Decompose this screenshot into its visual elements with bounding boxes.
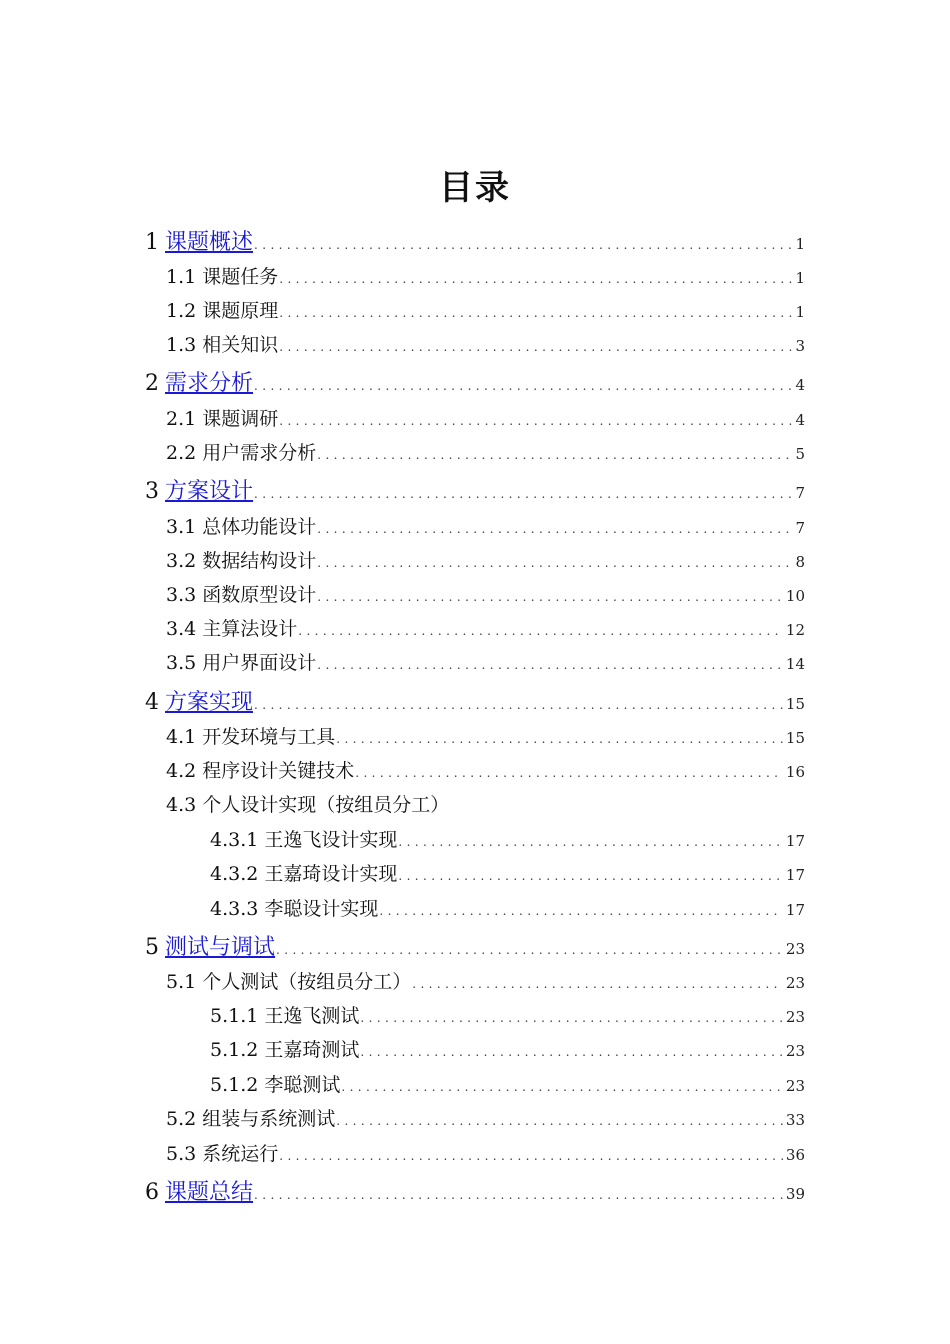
toc-entry-text: 相关知识 (202, 334, 279, 356)
toc-entry (166, 756, 805, 783)
toc-entry-page: 23 (785, 1077, 805, 1095)
toc-entry-text: 课题任务 (202, 266, 279, 288)
toc-entry-text: 课题原理 (202, 300, 279, 322)
toc-entry-number: 4 (145, 690, 159, 715)
toc-entry[interactable] (145, 474, 805, 505)
toc-entry-number: 1 (145, 230, 159, 255)
toc-entry-title (166, 404, 278, 431)
dot-leader (317, 658, 783, 672)
toc-entry-page: 12 (785, 621, 805, 639)
toc-entry-number: 4.2 (166, 760, 197, 782)
dot-leader (279, 306, 792, 320)
toc-entry-number: 5.1.2 (210, 1039, 259, 1061)
toc-entry-title (210, 859, 397, 886)
dot-leader (355, 766, 783, 780)
toc-entry-number: 6 (145, 1180, 159, 1205)
toc-entry-page: 5 (795, 445, 805, 463)
dot-leader (279, 340, 792, 354)
dot-leader (254, 1188, 783, 1202)
toc-entry[interactable] (145, 685, 805, 716)
toc-entry (166, 614, 805, 641)
toc-entry-page: 10 (785, 587, 805, 605)
toc-entry-text: 用户界面设计 (202, 652, 317, 674)
toc-entry-page: 39 (785, 1185, 805, 1203)
toc-entry[interactable] (145, 225, 805, 256)
toc-entry (166, 648, 805, 675)
toc-entry (166, 1104, 805, 1131)
toc-entry-number: 2 (145, 371, 159, 396)
toc-entry-page: 23 (785, 974, 805, 992)
toc-entry-number: 5.3 (166, 1143, 197, 1165)
toc-entry-text: 李聪测试 (264, 1074, 341, 1096)
toc-entry (210, 859, 805, 886)
toc-entry-number: 4.3.1 (210, 829, 259, 851)
toc-entry-page: 17 (785, 901, 805, 919)
toc-entry-title (166, 1139, 278, 1166)
toc-entry-title (145, 225, 253, 256)
toc-entry-title (210, 1070, 340, 1097)
dot-leader (360, 1011, 783, 1025)
dot-leader (279, 272, 792, 286)
toc-entry-page: 1 (795, 269, 805, 287)
toc-entry-page: 15 (785, 729, 805, 747)
toc-entry-title (145, 366, 253, 397)
toc-entry-title (166, 967, 411, 994)
dot-leader (279, 1149, 783, 1163)
toc-entry-link[interactable]: 课题概述 (165, 230, 254, 255)
toc-entry-text: 王嘉琦设计实现 (264, 863, 398, 885)
dot-leader (254, 698, 783, 712)
toc-entry (166, 296, 805, 323)
toc-entry (210, 1070, 805, 1097)
toc-entry-page: 7 (795, 484, 805, 502)
dot-leader (412, 977, 783, 991)
toc-entry-title (166, 1104, 335, 1131)
toc-entry-page: 8 (795, 553, 805, 571)
toc-entry-title (166, 580, 316, 607)
toc-entry-number: 4.3.2 (210, 863, 259, 885)
dot-leader (317, 448, 792, 462)
toc-entry-text: 程序设计关键技术 (202, 760, 355, 782)
toc-entry-number: 3 (145, 479, 159, 504)
toc-entry-text: 开发环境与工具 (202, 726, 336, 748)
toc-entry-title (166, 546, 316, 573)
toc-entry-title (145, 930, 275, 961)
toc-entry-title (166, 438, 316, 465)
toc-entry-page: 4 (795, 411, 805, 429)
toc-entry (166, 330, 805, 357)
toc-entry-text: 王逸飞设计实现 (264, 829, 398, 851)
toc-entry (166, 722, 805, 749)
toc-entry-page: 1 (795, 303, 805, 321)
toc-entry-number: 5 (145, 935, 159, 960)
toc-entry (166, 262, 805, 289)
dot-leader (254, 379, 792, 393)
toc-entry-page: 33 (785, 1111, 805, 1129)
toc-entry-page: 23 (785, 940, 805, 958)
toc-entry-text: 李聪设计实现 (264, 898, 379, 920)
toc-entry (166, 967, 805, 994)
toc-entry-link[interactable]: 测试与调试 (165, 935, 276, 960)
dot-leader (317, 590, 783, 604)
dot-leader (341, 1080, 783, 1094)
toc-entry-link[interactable]: 方案实现 (165, 690, 254, 715)
dot-leader (279, 414, 792, 428)
toc-entry-title (210, 1001, 359, 1028)
toc-entry-page: 17 (785, 832, 805, 850)
toc-entry-number: 3.5 (166, 652, 197, 674)
toc-entry-number: 1.1 (166, 266, 197, 288)
dot-leader (317, 556, 792, 570)
toc-entry-text: 王嘉琦测试 (264, 1039, 360, 1061)
toc-entry-number: 5.1 (166, 971, 197, 993)
toc-entry-page: 1 (795, 235, 805, 253)
toc-entry-number: 1.3 (166, 334, 197, 356)
toc-entry-number: 5.2 (166, 1108, 197, 1130)
toc-entry-text: 个人设计实现（按组员分工） (202, 794, 450, 816)
toc-entry-number: 5.1.2 (210, 1074, 259, 1096)
toc-entry-page: 15 (785, 695, 805, 713)
toc-entry-title (166, 296, 278, 323)
toc-entry-number: 2.2 (166, 442, 197, 464)
dot-leader (276, 943, 783, 957)
toc-entry-text: 主算法设计 (202, 618, 298, 640)
toc-entry-text: 课题调研 (202, 408, 279, 430)
toc-entry-page: 36 (785, 1146, 805, 1164)
toc-entry (166, 438, 805, 465)
toc-entry-number: 3.2 (166, 550, 197, 572)
toc-entry-title (210, 894, 378, 921)
dot-leader (317, 522, 792, 536)
toc-entry-number: 4.3 (166, 794, 197, 816)
toc-entry-page: 23 (785, 1042, 805, 1060)
toc-entry-title (166, 756, 354, 783)
toc-entry-page: 7 (795, 519, 805, 537)
toc-entry (210, 825, 805, 852)
toc-entry-title (166, 330, 278, 357)
toc-entry-text: 数据结构设计 (202, 550, 317, 572)
toc-entry-title (210, 1035, 359, 1062)
dot-leader (398, 835, 783, 849)
toc-entry (166, 580, 805, 607)
toc-entry (210, 1035, 805, 1062)
dot-leader (336, 1114, 783, 1128)
dot-leader (360, 1045, 783, 1059)
page-title: 目录 (439, 168, 511, 208)
toc-entry-title (166, 614, 297, 641)
toc-entry-page: 17 (785, 866, 805, 884)
toc-entry (166, 546, 805, 573)
toc-entry-page: 4 (795, 376, 805, 394)
toc-entry[interactable] (145, 366, 805, 397)
toc-entry-link[interactable]: 方案设计 (165, 479, 254, 504)
toc-entry-page: 3 (795, 337, 805, 355)
toc-entry-text: 用户需求分析 (202, 442, 317, 464)
toc-entry-title (166, 790, 449, 817)
toc-entry (210, 1001, 805, 1028)
dot-leader (254, 487, 792, 501)
toc-entry-number: 3.3 (166, 584, 197, 606)
toc-entry-number: 2.1 (166, 408, 197, 430)
toc-entry-text: 王逸飞测试 (264, 1005, 360, 1027)
toc-entry-link[interactable]: 需求分析 (165, 371, 254, 396)
toc-entry-title (166, 512, 316, 539)
toc-entry-number: 3.1 (166, 516, 197, 538)
dot-leader (254, 238, 792, 252)
dot-leader (336, 732, 783, 746)
toc-entry[interactable] (145, 930, 805, 961)
toc-entry-page: 16 (785, 763, 805, 781)
toc-entry (210, 894, 805, 921)
toc-entry (166, 790, 805, 817)
toc-entry-number: 5.1.1 (210, 1005, 259, 1027)
toc-entry-title (145, 1175, 253, 1206)
toc-entry-text: 函数原型设计 (202, 584, 317, 606)
toc-entry (166, 512, 805, 539)
toc-entry-text: 个人测试（按组员分工） (202, 971, 412, 993)
dot-leader (398, 869, 783, 883)
toc-entry-title (166, 262, 278, 289)
toc-entry (166, 1139, 805, 1166)
toc-entry-title (145, 474, 253, 505)
toc-entry-page: 23 (785, 1008, 805, 1026)
toc-entry-text: 系统运行 (202, 1143, 279, 1165)
toc-entry-number: 4.3.3 (210, 898, 259, 920)
toc-entry-number: 3.4 (166, 618, 197, 640)
toc-entry-number: 4.1 (166, 726, 197, 748)
toc-entry-text: 总体功能设计 (202, 516, 317, 538)
toc-entry-link[interactable]: 课题总结 (165, 1180, 254, 1205)
toc-entry-page: 14 (785, 655, 805, 673)
toc-entry-text: 组装与系统测试 (202, 1108, 336, 1130)
toc-entry-title (166, 648, 316, 675)
toc-entry (166, 404, 805, 431)
toc-entry-title (166, 722, 335, 749)
toc-entry-number: 1.2 (166, 300, 197, 322)
toc-entry-title (145, 685, 253, 716)
toc-entry[interactable] (145, 1175, 805, 1206)
toc-entry-title (210, 825, 397, 852)
dot-leader (298, 624, 783, 638)
dot-leader (379, 904, 783, 918)
